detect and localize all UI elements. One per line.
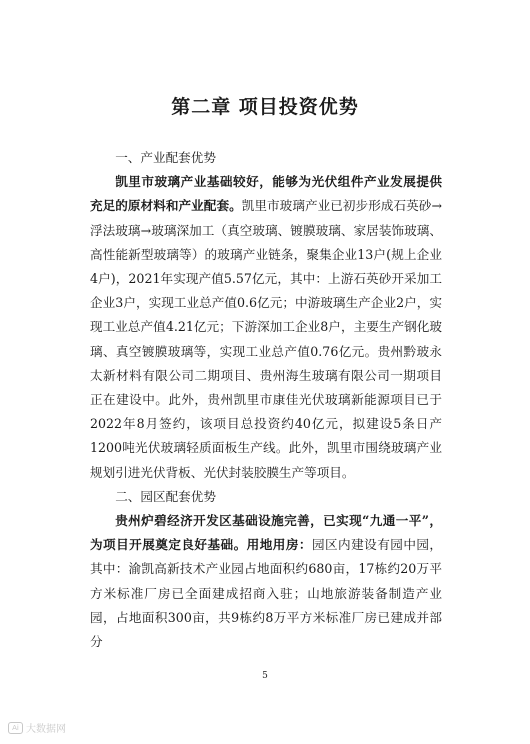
watermark-text: 大数据网 [26,724,66,735]
watermark [8,720,66,735]
section2-heading: 二、园区配套优势 [115,488,216,504]
section1-heading: 一、产业配套优势 [115,150,216,165]
document-body [90,146,442,654]
section2-body-text: 园区内建设有园中园，其中：渝凯高新技术产业园占地面积约680亩，17栋约20万平方米标准厂房已全面建成招商入驻；山地旅游装备制造产业园，占地面积300亩，共9栋约8万平方米标准厂房已建成并部分 [90,537,443,650]
section1-bold-lead: 凯里市玻璃产业基础较好，能够为光伏组件产业发展提供充足的原材料和产业配套。 [90,174,442,214]
section1-body-text: 凯里市玻璃产业已初步形成石英砂→浮法玻璃→玻璃深加工（真空玻璃、镀膜玻璃、家居装饰玻璃、高性能新型玻璃等）的玻璃产业链条，聚集企业13户(规上企业4户)，2021年实现产值5.57亿元，其中：上游石英砂开采加工企业3户，实现工业总产值0.6亿元；中游玻璃生产企业2户，实现工业总产值4.21亿元；下游深加工企业8户，主要生产钢化玻璃、真空镀膜玻璃等，实现工业总产值0.76亿元。贵州黔玻永太新材料有限公司二期项目、贵州海生玻璃有限公司一期项目正在建设中。此外，贵州凯里市康佳光伏玻璃新能源项目已于2022年8月签约，该项目总投资约40亿元，拟建设5条日产1200吨光伏玻璃轻质面板生产线。此外，凯里市围绕玻璃产业规划引进光伏背板、光伏封装胶膜生产等项目。 [90,198,442,480]
section2-paragraph [90,509,442,654]
section1-paragraph [90,170,442,485]
watermark-logo-icon: Ai [8,722,23,734]
section2-bold-lead: 贵州炉碧经济开发区基础设施完善，已实现“九通一平”，为项目开展奠定良好基础。 [90,513,442,553]
chapter-title: 第二章 项目投资优势 [171,96,359,118]
page-number: 5 [262,671,268,681]
section2-bold-label: 用地用房： [246,537,312,553]
